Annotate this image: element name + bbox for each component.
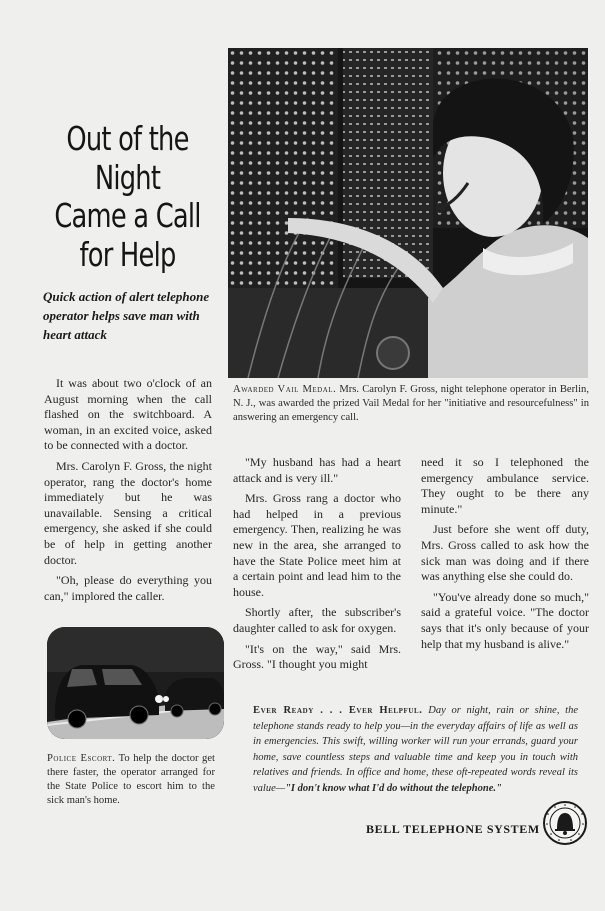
main-caption-lead: Awarded Vail Medal. xyxy=(233,384,337,395)
car-caption-text: To help the doctor get there faster, the operator arranged for the State Police to escort him to the sick man's home. xyxy=(47,753,215,806)
headline-line-3: for Help xyxy=(79,234,176,274)
bell-system-logo-icon xyxy=(542,800,588,846)
paragraph: "Oh, please do everything you can," implored the caller. xyxy=(44,573,212,603)
main-photo-caption xyxy=(233,383,589,425)
paragraph: Mrs. Gross rang a doctor who had helped in a previous emergency. Then, realizing he was new in the area, she arranged to have the State Police meet him at a certain point and lead him to the house. xyxy=(233,491,401,599)
paragraph: It was about two o'clock of an August morning when the call flashed on the switchboard. A woman, in an excited voice, asked to be connected with a doctor. xyxy=(44,376,212,453)
bell-system-signature: BELL TELEPHONE SYSTEM xyxy=(366,822,540,836)
story-column-1 xyxy=(44,376,212,609)
promo-lead: Ever Ready . . . Ever Helpful. xyxy=(253,705,423,716)
paragraph: need it so I telephoned the emergency ambulance service. They ought to be there any minute." xyxy=(421,455,589,516)
paragraph: Shortly after, the subscriber's daughter called to ask for oxygen. xyxy=(233,605,401,635)
story-column-2 xyxy=(233,455,401,678)
paragraph: "It's on the way," said Mrs. Gross. "I thought you might xyxy=(233,641,401,672)
paragraph: "My husband has had a heart attack and is very ill." xyxy=(233,455,401,485)
operator-switchboard-photo xyxy=(228,48,588,378)
headline-line-1: Out of the Night xyxy=(66,119,189,197)
promo-quote: "I don't know what I'd do without the telephone." xyxy=(285,782,502,794)
promo-body: Day or night, rain or shine, the telephone stands ready to help you—in the everyday affairs of life as well as in emergencies. This swift, willing worker will run your errands, guard your home, save countless steps and valuable time and keep you in touch with relatives and friends. In office and home, these oft-repeated words reveal its value— xyxy=(253,705,578,794)
paragraph: "You've already done so much," said a grateful voice. "The doctor says that it's only because of your help that my husband is alive." xyxy=(421,589,589,651)
paragraph: Mrs. Carolyn F. Gross, the night operator, rang the doctor's home immediately but he was unavailable. Sensing a critical emergency, she asked if she could be of help in getting another doctor. xyxy=(44,458,212,567)
police-escort-photo xyxy=(47,627,224,739)
headline xyxy=(30,120,225,274)
car-caption-lead: Police Escort. xyxy=(47,753,116,764)
paragraph: Just before she went off duty, Mrs. Gross called to ask how the sick man was doing and if there was anything else she could do. xyxy=(421,522,589,584)
promo-text xyxy=(253,703,578,797)
headline-line-2: Came a Call xyxy=(54,196,201,236)
story-column-3 xyxy=(421,455,589,657)
subhead: Quick action of alert telephone operator helps save man with heart attack xyxy=(43,289,210,342)
main-caption-text: Mrs. Carolyn F. Gross, night telephone operator in Berlin, N. J., was awarded the prized Vail Medal for her "initiative and resourcefulness" in answering an emergency call. xyxy=(233,384,589,423)
car-photo-caption xyxy=(47,752,215,808)
